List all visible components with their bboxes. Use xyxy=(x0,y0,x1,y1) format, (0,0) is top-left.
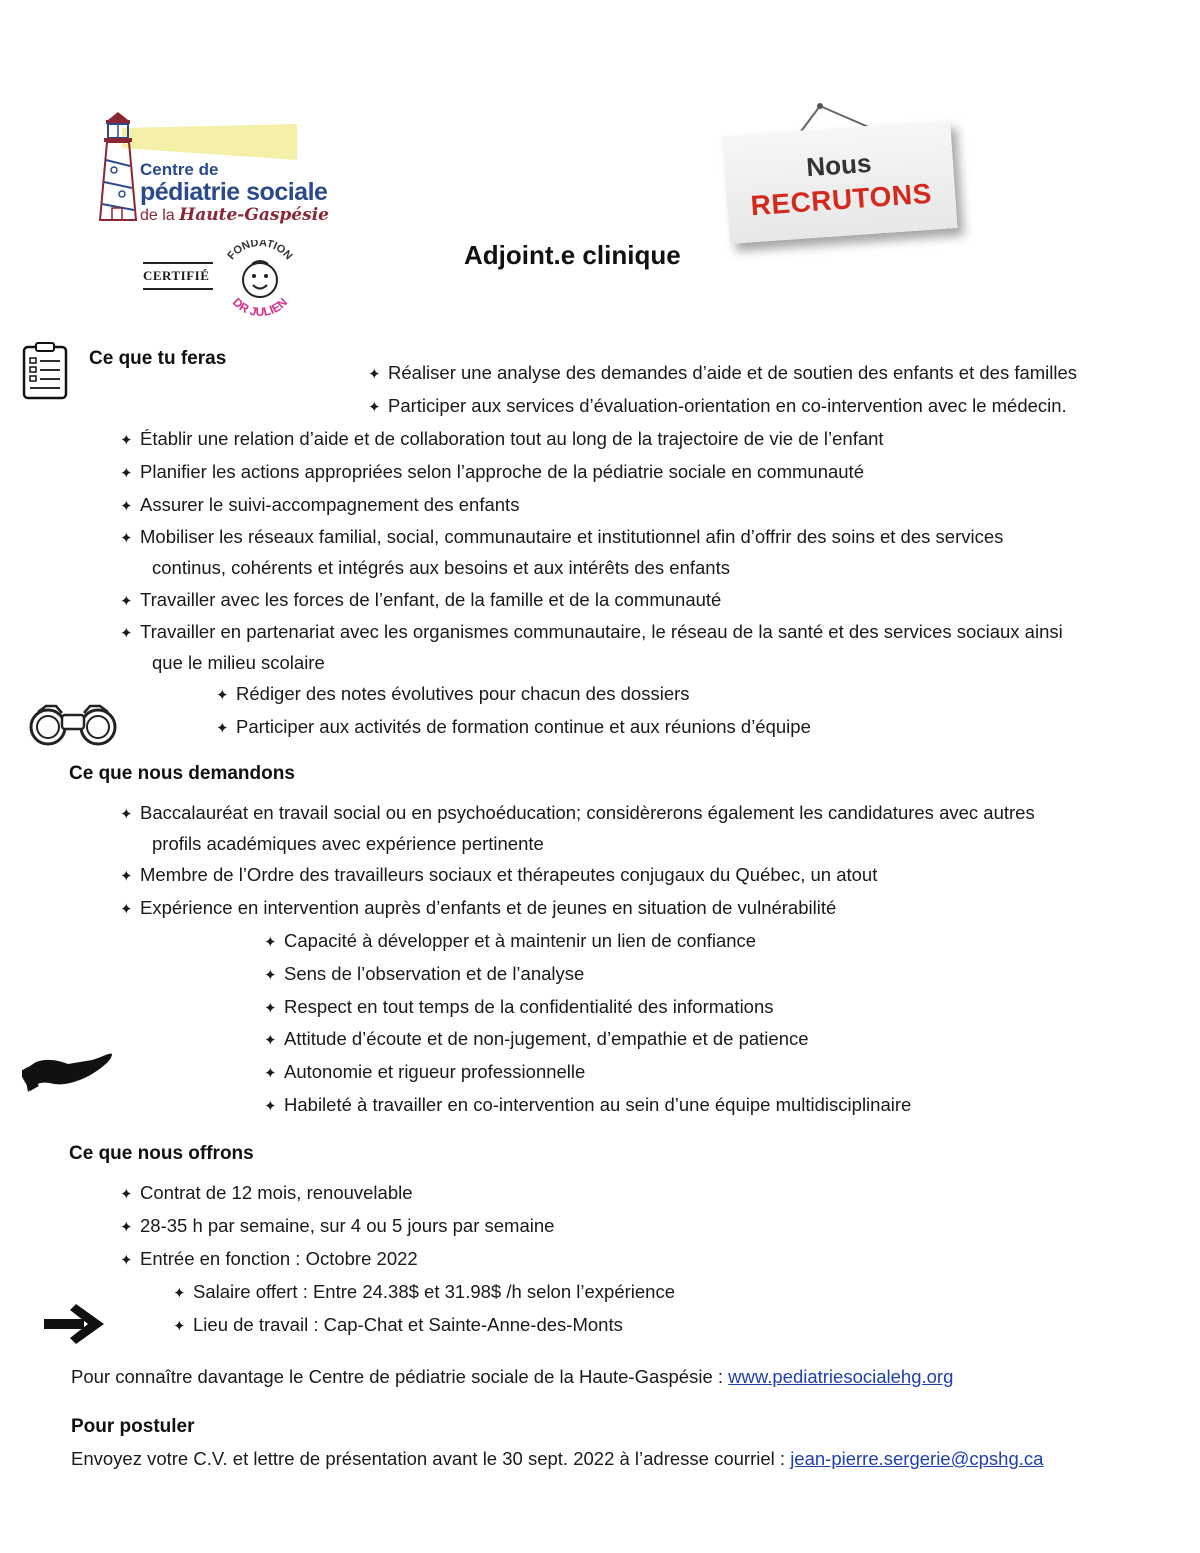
bullet-star-icon: ✦ xyxy=(368,366,381,383)
list-item-text: Mobiliser les réseaux familial, social, communautaire et institutionnel afin d’offrir des soins et des services xyxy=(140,526,1004,547)
list-item-text: Autonomie et rigueur professionnelle xyxy=(284,1061,586,1082)
certified-line-top xyxy=(143,262,213,264)
list-item xyxy=(120,522,1003,582)
logo-line-3-prefix: de la xyxy=(140,207,175,224)
list-item-text: Participer aux services d’évaluation-orientation en co-intervention avec le médecin. xyxy=(388,395,1067,416)
bullet-star-icon: ✦ xyxy=(120,1219,133,1236)
page-title: Adjoint.e clinique xyxy=(464,240,681,270)
list-item-text: Capacité à développer et à maintenir un lien de confiance xyxy=(284,930,757,951)
bullet-star-icon: ✦ xyxy=(264,1032,277,1049)
bullet-star-icon: ✦ xyxy=(264,1098,277,1115)
list-item xyxy=(120,860,877,891)
binoculars-icon xyxy=(28,703,118,747)
list-item xyxy=(264,1057,585,1088)
bullet-star-icon: ✦ xyxy=(120,868,133,885)
list-item-text: Habileté à travailler en co-intervention au sein d’une équipe multidisciplinaire xyxy=(284,1094,912,1115)
list-item-text: Entrée en fonction : Octobre 2022 xyxy=(140,1248,418,1269)
list-item xyxy=(120,893,836,924)
sign-line-1: Nous xyxy=(805,147,873,183)
apply-line xyxy=(71,1448,1043,1470)
list-item xyxy=(120,1244,418,1275)
list-item-text: Attitude d’écoute et de non-jugement, d’empathie et de patience xyxy=(284,1028,809,1049)
more-info-line xyxy=(71,1366,953,1388)
list-item xyxy=(120,585,721,616)
list-item-text: Contrat de 12 mois, renouvelable xyxy=(140,1182,413,1203)
certified-label: CERTIFIÉ xyxy=(143,268,210,283)
list-item-text: Travailler avec les forces de l’enfant, de la famille et de la communauté xyxy=(140,589,722,610)
list-item xyxy=(264,1090,911,1121)
list-item xyxy=(120,457,864,488)
list-item-text: Lieu de travail : Cap-Chat et Sainte-Anne-des-Monts xyxy=(193,1314,623,1335)
bullet-star-icon: ✦ xyxy=(120,498,133,515)
list-item xyxy=(120,798,1035,858)
bullet-star-icon: ✦ xyxy=(216,687,229,704)
list-item xyxy=(216,712,811,743)
list-item-text: Membre de l’Ordre des travailleurs sociaux et thérapeutes conjugaux du Québec, un atout xyxy=(140,864,878,885)
foundation-bottom-text: DR JULIEN xyxy=(229,295,291,319)
list-item-text: Planifier les actions appropriées selon l’approche de la pédiatrie sociale en communauté xyxy=(140,461,864,482)
list-item-text: Réaliser une analyse des demandes d’aide et de soutien des enfants et des familles xyxy=(388,362,1078,383)
list-item-text: Salaire offert : Entre 24.38$ et 31.98$ /h selon l’expérience xyxy=(193,1281,676,1302)
bullet-star-icon: ✦ xyxy=(264,967,277,984)
bullet-star-icon: ✦ xyxy=(120,465,133,482)
list-item xyxy=(120,1211,554,1242)
bullet-star-icon: ✦ xyxy=(120,432,133,449)
list-item xyxy=(264,1024,809,1055)
list-item-text: Sens de l’observation et de l’analyse xyxy=(284,963,585,984)
bullet-star-icon: ✦ xyxy=(216,720,229,737)
list-item-text: Travailler en partenariat avec les organismes communautaire, le réseau de la santé et des services sociaux ainsi xyxy=(140,621,1063,642)
list-item-text: Baccalauréat en travail social ou en psychoéducation; considèrerons également les candidatures avec autres xyxy=(140,802,1035,823)
bullet-star-icon: ✦ xyxy=(264,934,277,951)
bullet-star-icon: ✦ xyxy=(368,399,381,416)
email-link[interactable]: jean-pierre.sergerie@cpshg.ca xyxy=(790,1448,1044,1469)
apply-text: Envoyez votre C.V. et lettre de présentation avant le 30 sept. 2022 à l’adresse courriel : xyxy=(71,1448,791,1469)
child-face-icon xyxy=(214,240,306,320)
list-item-continuation: que le milieu scolaire xyxy=(152,652,325,673)
list-item xyxy=(120,424,884,455)
certified-line-bottom xyxy=(143,288,213,290)
list-item xyxy=(173,1310,623,1341)
bullet-star-icon: ✦ xyxy=(120,1252,133,1269)
list-item xyxy=(264,992,774,1023)
bullet-star-icon: ✦ xyxy=(120,806,133,823)
list-item-text: Respect en tout temps de la confidentialité des informations xyxy=(284,996,774,1017)
clipboard-checklist-icon xyxy=(22,342,68,400)
bullet-star-icon: ✦ xyxy=(120,625,133,642)
bullet-star-icon: ✦ xyxy=(173,1285,186,1302)
more-info-text: Pour connaître davantage le Centre de pédiatrie sociale de la Haute-Gaspésie : xyxy=(71,1366,729,1387)
foundation-seal xyxy=(214,240,306,320)
list-item xyxy=(173,1277,675,1308)
bullet-star-icon: ✦ xyxy=(173,1318,186,1335)
open-hand-icon xyxy=(22,1048,114,1094)
list-item-text: Assurer le suivi-accompagnement des enfants xyxy=(140,494,520,515)
list-item-continuation: continus, cohérents et intégrés aux besoins et aux intérêts des enfants xyxy=(152,557,730,578)
list-item xyxy=(264,959,584,990)
logo-line-3 xyxy=(140,205,329,225)
list-item-text: Rédiger des notes évolutives pour chacun des dossiers xyxy=(236,683,690,704)
bullet-star-icon: ✦ xyxy=(120,530,133,547)
list-item-continuation: profils académiques avec expérience pertinente xyxy=(152,833,544,854)
logo-line-1: Centre de xyxy=(140,160,219,179)
recruiting-sign xyxy=(723,120,958,244)
apply-heading: Pour postuler xyxy=(71,1416,195,1437)
section-heading-offers: Ce que nous offrons xyxy=(69,1143,254,1164)
logo-line-3-script: Haute-Gaspésie xyxy=(179,205,329,225)
bullet-star-icon: ✦ xyxy=(120,901,133,918)
list-item xyxy=(368,358,1077,389)
website-link[interactable]: www.pediatriesocialehg.org xyxy=(728,1366,954,1387)
list-item xyxy=(120,490,519,521)
section-heading-requirements: Ce que nous demandons xyxy=(69,763,295,784)
section-heading-tasks: Ce que tu feras xyxy=(89,348,227,369)
list-item xyxy=(120,1178,413,1209)
bullet-star-icon: ✦ xyxy=(120,1186,133,1203)
logo-line-2: pédiatrie sociale xyxy=(140,178,328,206)
list-item-text: Expérience en intervention auprès d’enfants et de jeunes en situation de vulnérabilité xyxy=(140,897,837,918)
list-item xyxy=(264,926,756,957)
bullet-star-icon: ✦ xyxy=(264,1000,277,1017)
list-item xyxy=(120,617,1063,677)
list-item-text: 28-35 h par semaine, sur 4 ou 5 jours par semaine xyxy=(140,1215,555,1236)
foundation-top-text: FONDATION xyxy=(225,240,295,263)
arrow-right-icon xyxy=(42,1302,106,1346)
svg-text:FONDATION xyxy=(225,240,294,262)
list-item xyxy=(368,391,1067,422)
list-item-text: Établir une relation d’aide et de collaboration tout au long de la trajectoire de vie de l’enfant xyxy=(140,428,884,449)
bullet-star-icon: ✦ xyxy=(264,1065,277,1082)
svg-text:DR JULIEN xyxy=(230,295,290,319)
sign-line-2: RECRUTONS xyxy=(749,177,933,222)
list-item xyxy=(216,679,690,710)
bullet-star-icon: ✦ xyxy=(120,593,133,610)
list-item-text: Participer aux activités de formation continue et aux réunions d’équipe xyxy=(236,716,811,737)
